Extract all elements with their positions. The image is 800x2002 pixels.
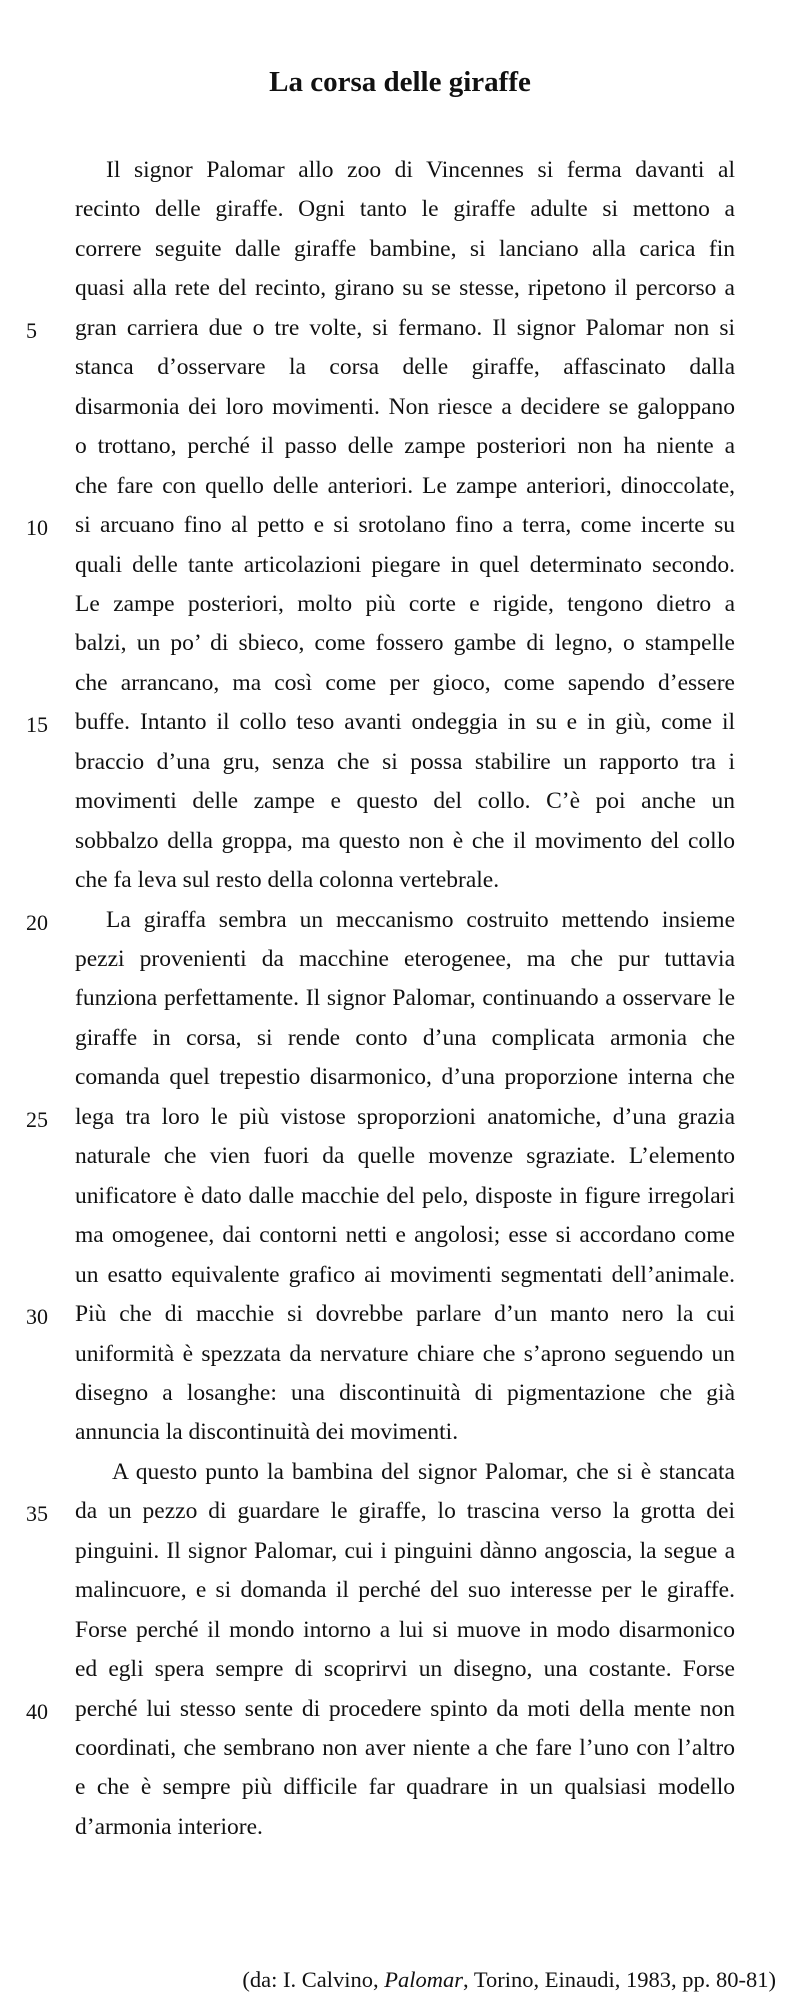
text-line: movimenti delle zampe e questo del collo. C’è poi anche un — [75, 788, 735, 815]
text-line: A questo punto la bambina del signor Palomar, che si è stancata — [112, 1458, 735, 1485]
line-number: 40 — [26, 1698, 48, 1724]
text-line: Più che di macchie si dovrebbe parlare d’un manto nero la cui — [75, 1301, 735, 1328]
text-line: o trottano, perché il passo delle zampe posteriori non ha niente a — [75, 433, 735, 460]
text-line: coordinati, che sembrano non aver niente a che fare l’uno con l’altro — [75, 1735, 735, 1761]
text-line: disegno a losanghe: una discontinuità di pigmentazione che già — [75, 1379, 735, 1406]
text-line: braccio d’una gru, senza che si possa stabilire un rapporto tra i — [75, 748, 735, 775]
page-title: La corsa delle giraffe — [269, 66, 531, 98]
text-line: annuncia la discontinuità dei movimenti. — [75, 1419, 459, 1446]
text-line: balzi, un po’ di sbieco, come fossero gambe di legno, o stampelle — [75, 630, 735, 657]
source-suffix: , Torino, Einaudi, 1983, pp. 80-81) — [463, 1967, 776, 1992]
line-number: 10 — [26, 515, 48, 541]
text-line: disarmonia dei loro movimenti. Non riesce a decidere se galoppano — [75, 393, 735, 420]
line-number: 5 — [26, 317, 37, 343]
line-number: 30 — [26, 1304, 48, 1330]
line-number: 15 — [26, 712, 48, 738]
text-line: unificatore è dato dalle macchie del pelo, disposte in figure irregolari — [75, 1182, 735, 1209]
source-citation — [242, 1960, 776, 2000]
text-line: si arcuano fino al petto e si srotolano fino a terra, come incerte su — [75, 512, 735, 539]
text-line: giraffe in corsa, si rende conto d’una complicata armonia che — [75, 1024, 735, 1051]
text-line: da un pezzo di guardare le giraffe, lo trascina verso la grotta dei — [75, 1498, 735, 1525]
text-line: un esatto equivalente grafico ai movimenti segmentati dell’animale. — [75, 1261, 735, 1288]
text-line: pinguini. Il signor Palomar, cui i pinguini dànno angoscia, la segue a — [75, 1537, 735, 1564]
source-book-title: Palomar — [384, 1967, 464, 1992]
text-line: quasi alla rete del recinto, girano su se stesse, ripetono il percorso a — [75, 275, 735, 302]
text-line: correre seguite dalle giraffe bambine, si lanciano alla carica fin — [75, 235, 735, 262]
text-line: pezzi provenienti da macchine eterogenee, ma che pur tuttavia — [75, 946, 735, 972]
text-line: che fa leva sul resto della colonna vertebrale. — [75, 867, 500, 894]
text-line: recinto delle giraffe. Ogni tanto le giraffe adulte si mettono a — [75, 196, 735, 223]
text-line: ed egli spera sempre di scoprirvi un disegno, una costante. Forse — [75, 1656, 735, 1683]
text-line: Le zampe posteriori, molto più corte e rigide, tengono dietro a — [75, 590, 735, 617]
line-number: 20 — [26, 909, 48, 935]
text-line: d’armonia interiore. — [75, 1813, 263, 1840]
text-line: Forse perché il mondo intorno a lui si muove in modo disarmonico — [75, 1616, 735, 1643]
text-line: Il signor Palomar allo zoo di Vincennes si ferma davanti al — [106, 157, 735, 183]
line-number: 25 — [26, 1106, 48, 1132]
text-line: perché lui stesso sente di procedere spinto da moti della mente non — [75, 1695, 735, 1722]
text-line: quali delle tante articolazioni piegare in quel determinato secondo. — [75, 551, 735, 578]
text-line: La giraffa sembra un meccanismo costruito mettendo insieme — [106, 906, 735, 933]
text-line: che arrancano, ma così come per gioco, come sapendo d’essere — [75, 669, 735, 696]
text-line: malincuore, e si domanda il perché del suo interesse per le giraffe. — [75, 1577, 735, 1604]
text-line: naturale che vien fuori da quelle movenze sgraziate. L’elemento — [75, 1143, 735, 1170]
text-line: funziona perfettamente. Il signor Palomar, continuando a osservare le — [75, 985, 735, 1012]
text-line: sobbalzo della groppa, ma questo non è che il movimento del collo — [75, 827, 735, 854]
text-line: gran carriera due o tre volte, si fermano. Il signor Palomar non si — [75, 314, 735, 341]
source-prefix: (da: I. Calvino, — [242, 1967, 385, 1992]
text-line: uniformità è spezzata da nervature chiare che s’aprono seguendo un — [75, 1340, 735, 1367]
text-line: buffe. Intanto il collo teso avanti ondeggia in su e in giù, come il — [75, 709, 735, 736]
text-line: che fare con quello delle anteriori. Le zampe anteriori, dinoccolate, — [75, 472, 735, 499]
text-line: comanda quel trepestio disarmonico, d’una proporzione interna che — [75, 1064, 735, 1091]
text-line: e che è sempre più difficile far quadrare in un qualsiasi modello — [75, 1774, 735, 1801]
text-line: stanca d’osservare la corsa delle giraffe, affascinato dalla — [75, 354, 735, 381]
text-line: ma omogenee, dai contorni netti e angolosi; esse si accordano come — [75, 1222, 735, 1249]
text-line: lega tra loro le più vistose sproporzioni anatomiche, d’una grazia — [75, 1103, 735, 1130]
line-number: 35 — [26, 1501, 48, 1527]
